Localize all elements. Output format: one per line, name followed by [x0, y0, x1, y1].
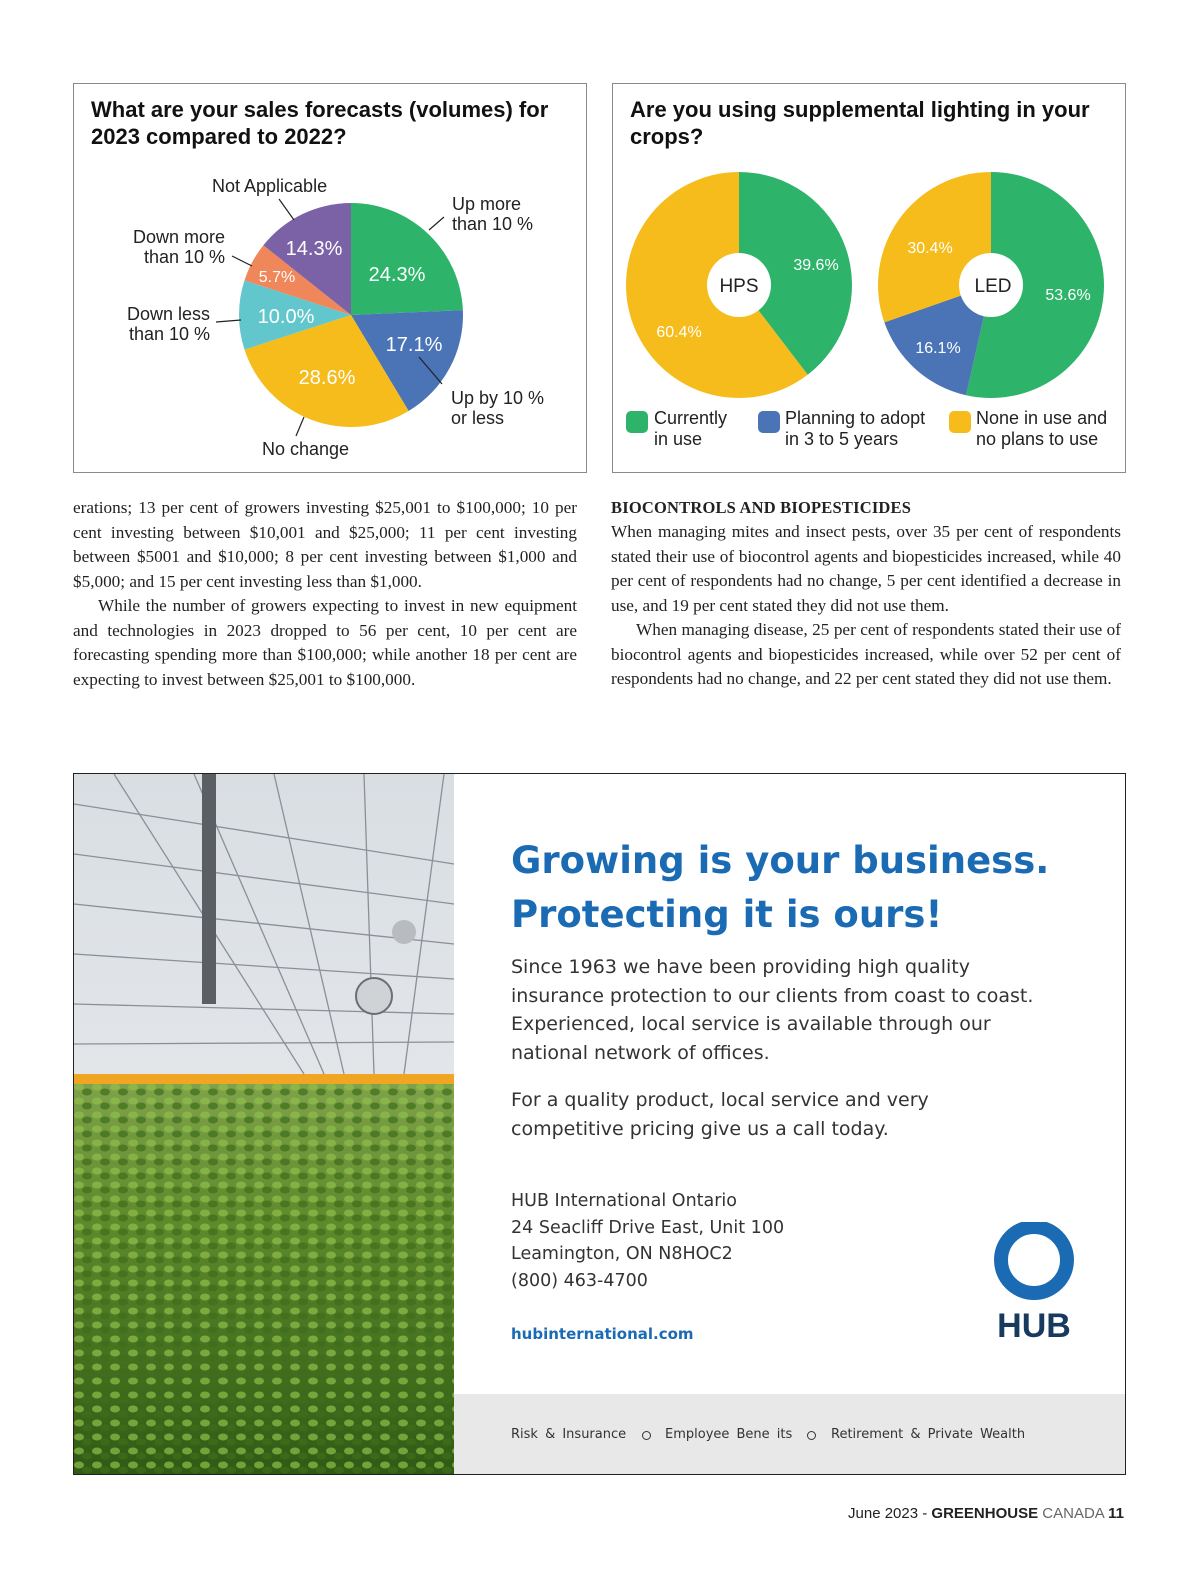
callout-not-applicable: Not Applicable: [212, 176, 328, 196]
ad-headline-line-2: Protecting it is ours!: [511, 893, 943, 936]
footer-page-number: 11: [1108, 1505, 1124, 1522]
legend-swatch-none: [949, 411, 971, 433]
page-footer: [848, 1505, 1124, 1522]
hub-logo-ring-icon: [1001, 1227, 1067, 1293]
hps-center-label: HPS: [719, 276, 759, 297]
led-value-none: 30.4%: [907, 240, 953, 257]
ad-phone[interactable]: (800) 463-4700: [511, 1271, 648, 1292]
section-heading: BIOCONTROLS AND BIOPESTICIDES: [611, 498, 912, 517]
left-paragraph-2: While the number of growers expecting to invest in new equipment and technologies in 2023 dropped to 56 per cent, 10 per cent are forecasting spending more than $100,000; while another 18 per cent are expecting to invest between $25,001 to $100,000.: [73, 596, 577, 689]
hub-logo-text: HUB: [997, 1307, 1071, 1342]
footer-date: June 2023 -: [848, 1505, 928, 1522]
ad-headline-line-1: Growing is your business.: [511, 839, 1050, 882]
legend-current: Currently in use: [654, 408, 728, 449]
callout-up-more: Up more than 10 %: [452, 194, 534, 234]
pie-value-up-by: 17.1%: [385, 334, 443, 356]
pie-value-down-less: 10.0%: [257, 306, 315, 328]
left-paragraph-1: erations; 13 per cent of growers investing $25,001 to $100,000; 10 per cent investing between $10,001 and $25,000; 11 per cent investing between $5001 and $10,000; 8 per cent investing between $1,000 and $5,000; and 15 per cent investing less than $1,000.: [73, 498, 577, 591]
pie-value-up-more: 24.3%: [368, 264, 426, 286]
callout-up-by: Up by 10 % or less: [451, 388, 545, 428]
strip-dot-icon: [807, 1431, 816, 1440]
pie-slice-up-more: [351, 203, 463, 315]
lighting-chart-title: Are you using supplemental lighting in your crops?: [630, 97, 1090, 149]
ad-address-1: 24 Seacliff Drive East, Unit 100: [511, 1217, 785, 1238]
legend-none: None in use and no plans to use: [976, 408, 1108, 449]
legend-swatch-planning: [758, 411, 780, 433]
sales-chart-title: What are your sales forecasts (volumes) for 2023 compared to 2022?: [91, 97, 549, 149]
strip-employee-benefits: Employee Bene its: [665, 1427, 793, 1442]
ad-website-link[interactable]: hubinternational.com: [511, 1325, 694, 1343]
ad-body-2: For a quality product, local service and very competitive pricing give us a call today.: [511, 1089, 929, 1140]
sales-pie-svg: [74, 84, 586, 472]
right-paragraph-1: When managing mites and insect pests, over 35 per cent of respondents stated their use of biocontrol agents and biopesticides increased, while 40 per cent of respondents had no change, 5 per cent identified a decrease in use, and 19 per cent stated they did not use them.: [611, 522, 1121, 615]
hps-value-current: 39.6%: [793, 257, 839, 274]
greenhouse-photo: [74, 774, 454, 1474]
legend-planning: Planning to adopt in 3 to 5 years: [785, 408, 926, 449]
strip-risk-insurance: Risk & Insurance: [511, 1427, 627, 1442]
ad-body-1: Since 1963 we have been providing high quality insurance protection to our clients from coast to coast. Experienced, local service is available through our national network of offices.: [511, 956, 1034, 1064]
led-value-planning: 16.1%: [915, 340, 961, 357]
hub-logo: [989, 1222, 1079, 1342]
led-center-label: LED: [974, 276, 1012, 297]
lighting-chart: [612, 83, 1126, 473]
callout-no-change: No change: [262, 439, 350, 459]
ad-address-block: [511, 1188, 851, 1295]
right-paragraph-2: When managing disease, 25 per cent of respondents stated their use of biocontrol agents and biopesticides increased, while over 52 per cent of respondents had no change, and 22 per cent stated they did not use them.: [611, 620, 1121, 688]
ad-services-strip: [454, 1394, 1126, 1475]
ad-address-2: Leamington, ON N8HOC2: [511, 1244, 733, 1265]
pie-value-no-change: 28.6%: [298, 367, 356, 389]
strip-dot-icon: [642, 1431, 651, 1440]
footer-magazine: GREENHOUSE: [931, 1505, 1039, 1522]
callout-down-less: Down less than 10 %: [126, 304, 210, 344]
ad-company: HUB International Ontario: [511, 1191, 738, 1211]
ad-headline: [511, 834, 1049, 942]
strip-retirement-wealth: Retirement & Private Wealth: [831, 1427, 1026, 1442]
footer-country: CANADA: [1042, 1505, 1104, 1522]
pie-value-down-more: 5.7%: [258, 269, 296, 286]
legend-swatch-current: [626, 411, 648, 433]
hps-value-none: 60.4%: [656, 324, 702, 341]
led-value-current: 53.6%: [1045, 287, 1091, 304]
hub-advertisement: [73, 773, 1126, 1475]
callout-down-more: Down more than 10 %: [132, 227, 225, 267]
pie-value-not-applicable: 14.3%: [285, 238, 343, 260]
article-right-column: [611, 496, 1121, 692]
sales-forecast-chart: [73, 83, 587, 473]
article-left-column: [73, 496, 577, 692]
